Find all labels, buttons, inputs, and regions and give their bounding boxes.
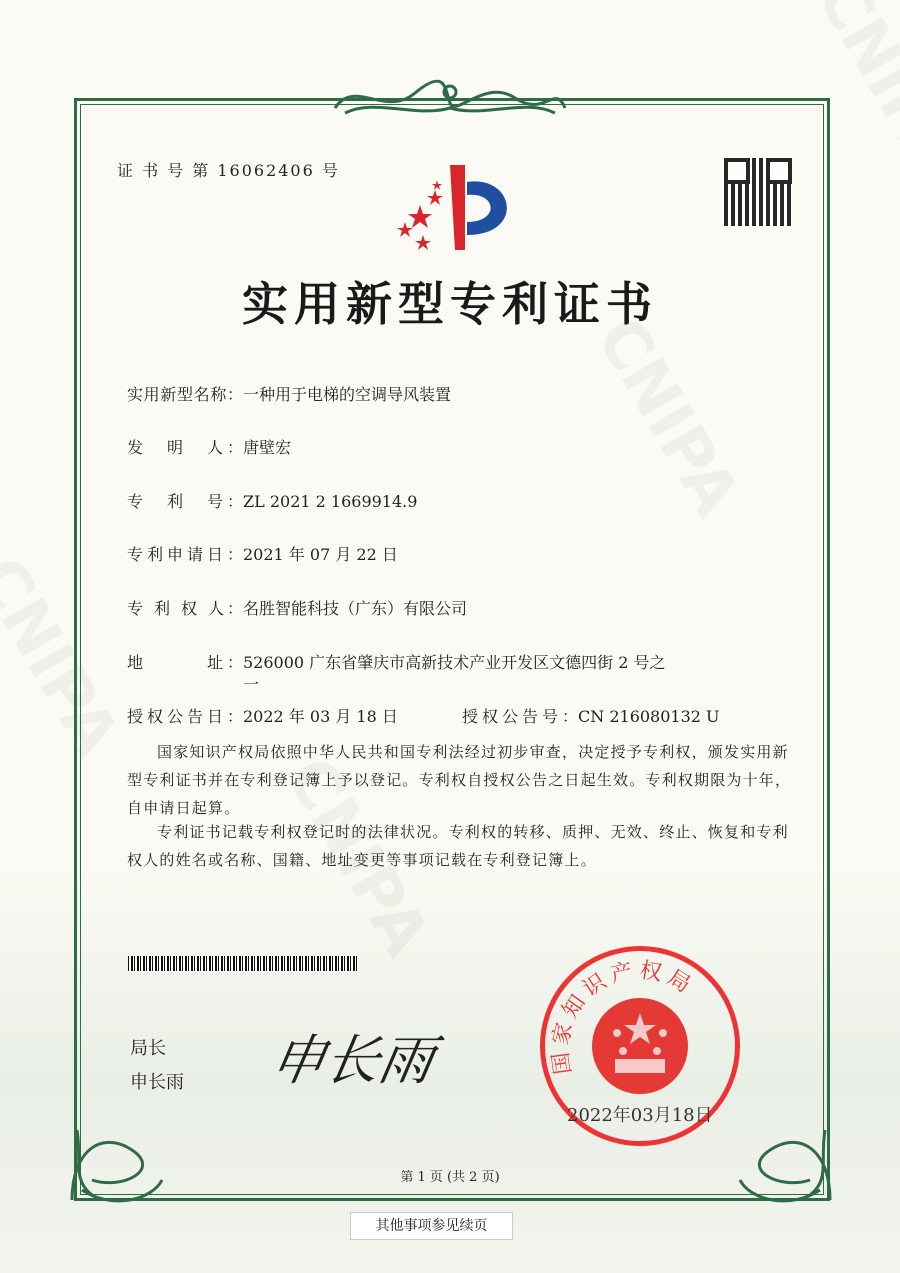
field-value: 2021 年 07 月 22 日	[243, 545, 398, 564]
corner-ornament-left-icon	[62, 1110, 172, 1210]
field-address-line2: 一	[243, 675, 260, 694]
field-label: 地 址：	[127, 653, 243, 672]
field-value: ZL 2021 2 1669914.9	[243, 492, 418, 511]
official-seal	[540, 946, 740, 1146]
field-inventor	[127, 435, 291, 458]
barcode	[128, 956, 358, 971]
field-value: 名胜智能科技（广东）有限公司	[243, 599, 468, 618]
field-label: 专 利 号：	[127, 492, 243, 511]
statement-paragraph-2: 专利证书记载专利权登记时的法律状况。专利权的转移、质押、无效、终止、恢复和专利权人的姓名或名称、国籍、地址变更等事项记载在专利登记簿上。	[127, 823, 789, 869]
certificate-number: 证 书 号 第 16062406 号	[117, 161, 340, 180]
field-patent-number	[127, 489, 417, 512]
continuation-note: 其他事项参见续页	[350, 1212, 513, 1240]
field-label: 实用新型名称：	[127, 385, 243, 404]
page-indicator: 第 1 页 (共 2 页)	[400, 1170, 500, 1185]
field-value: 唐壁宏	[243, 438, 292, 457]
field-value: 一种用于电梯的空调导风装置	[243, 385, 452, 404]
field-label: 专 利 权 人：	[127, 599, 243, 618]
cnipa-logo-icon	[385, 160, 520, 255]
field-label: 授权公告日：	[127, 707, 243, 726]
seal-date: 2022年03月18日	[567, 1105, 713, 1126]
qr-code[interactable]	[724, 158, 792, 226]
field-value: 526000 广东省肇庆市高新技术产业开发区文德四街 2 号之	[243, 653, 666, 672]
statement-paragraph-1: 国家知识产权局依照中华人民共和国专利法经过初步审查，决定授予专利权，颁发实用新型专利证书并在专利登记簿上予以登记。专利权自授权公告之日起生效。专利权期限为十年，自申请日起算。	[127, 743, 792, 817]
field-label: 授权公告号：	[462, 707, 578, 726]
field-address	[127, 650, 666, 673]
field-value: 2022 年 03 月 18 日	[243, 707, 398, 726]
field-grant-number	[462, 704, 720, 727]
field-label: 发 明 人：	[127, 438, 243, 457]
field-value: CN 216080132 U	[578, 707, 720, 726]
handwritten-signature: 申长雨	[265, 1029, 439, 1092]
signatory-name: 申长雨	[130, 1072, 184, 1093]
certificate-title: 实用新型专利证书	[242, 277, 658, 331]
field-utility-model-name	[127, 382, 451, 405]
signatory-title: 局长	[130, 1038, 166, 1059]
field-application-date	[127, 542, 398, 565]
top-ornament-icon	[325, 78, 575, 120]
field-grant-date	[127, 704, 398, 727]
svg-text:国家知识产权局: 国家知识产权局	[548, 958, 699, 1076]
field-patentee	[127, 596, 467, 619]
field-label: 专利申请日：	[127, 545, 243, 564]
corner-ornament-right-icon	[730, 1110, 840, 1210]
